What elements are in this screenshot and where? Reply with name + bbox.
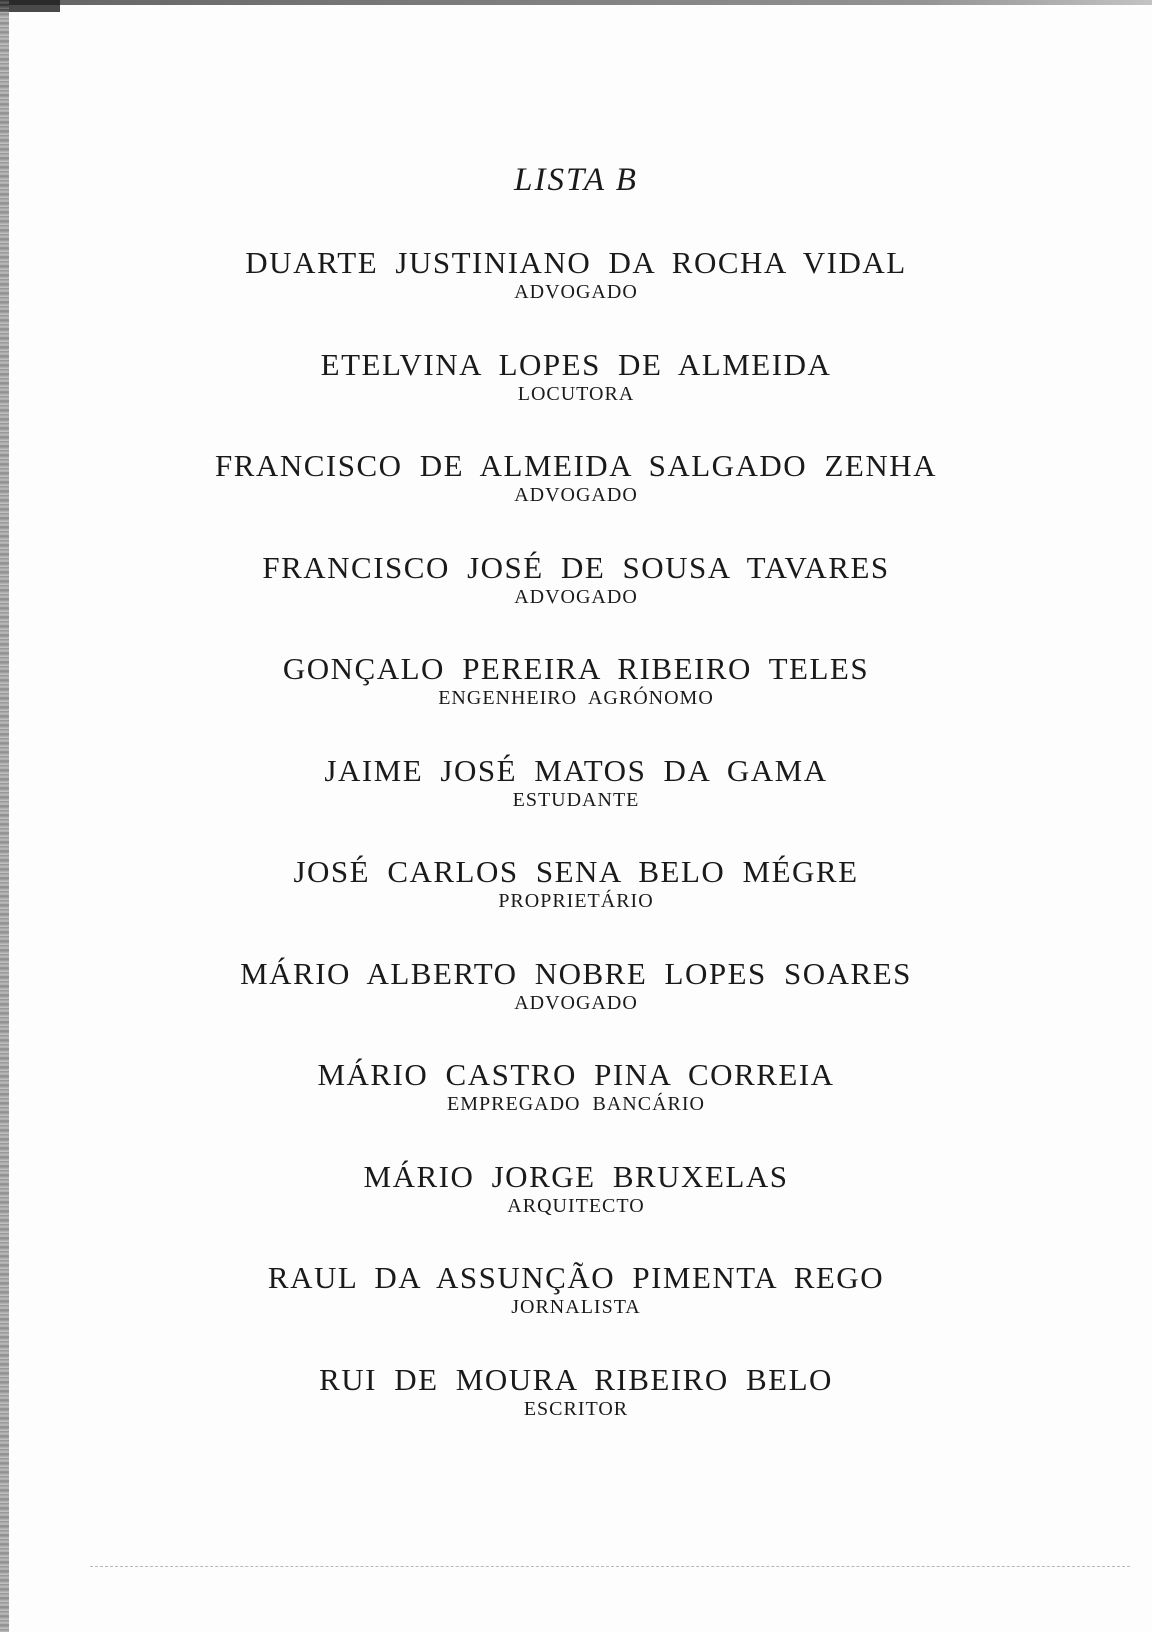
candidate-profession: JORNALISTA [511,1296,641,1318]
candidate-name: RAUL DA ASSUNÇÃO PIMENTA REGO [267,1260,885,1295]
list-title: LISTA B [514,162,638,198]
candidate-profession: LOCUTORA [517,382,635,405]
candidate-profession: ADVOGADO [514,585,638,608]
candidate-profession: ADVOGADO [514,991,638,1014]
candidate-entry [0,348,1152,450]
candidate-profession: ARQUITECTO [507,1194,645,1217]
candidate-name: FRANCISCO JOSÉ DE SOUSA TAVARES [262,549,890,585]
candidate-name: ETELVINA LOPES DE ALMEIDA [320,346,832,382]
candidate-profession: ESCRITOR [523,1397,629,1420]
candidate-profession: ADVOGADO [514,281,638,303]
candidate-name: JOSÉ CARLOS SENA BELO MÉGRE [293,854,859,889]
candidate-profession: EMPREGADO BANCÁRIO [447,1093,705,1115]
candidate-profession: PROPRIETÁRIO [498,890,654,912]
candidate-entry [0,551,1152,653]
candidate-name: MÁRIO ALBERTO NOBRE LOPES SOARES [240,955,912,991]
candidate-entry [0,1261,1152,1363]
candidate-name: RUI DE MOURA RIBEIRO BELO [319,1361,833,1397]
candidate-entry [0,246,1152,348]
candidate-entry [0,855,1152,957]
candidate-name: GONÇALO PEREIRA RIBEIRO TELES [282,651,870,686]
candidate-entry [0,1363,1152,1465]
candidate-entry [0,449,1152,551]
candidate-name: JAIME JOSÉ MATOS DA GAMA [324,752,828,788]
candidate-entry [0,957,1152,1059]
candidate-name: MÁRIO JORGE BRUXELAS [363,1158,789,1194]
scan-corner-mark [0,0,60,12]
candidate-entry [0,1160,1152,1262]
candidate-name: DUARTE JUSTINIANO DA ROCHA VIDAL [245,245,907,280]
candidate-entries [0,246,1152,1464]
candidate-profession: ADVOGADO [514,484,638,506]
candidate-name: MÁRIO CASTRO PINA CORREIA [317,1057,835,1092]
candidate-profession: ESTUDANTE [512,788,640,811]
scan-dotted-line [90,1566,1130,1567]
candidate-profession: ENGENHEIRO AGRÓNOMO [438,687,714,709]
candidate-entry [0,1058,1152,1160]
scan-top-edge [0,0,1152,5]
candidate-entry [0,754,1152,856]
candidate-list [0,160,1152,1464]
candidate-entry [0,652,1152,754]
candidate-name: FRANCISCO DE ALMEIDA SALGADO ZENHA [215,448,937,483]
